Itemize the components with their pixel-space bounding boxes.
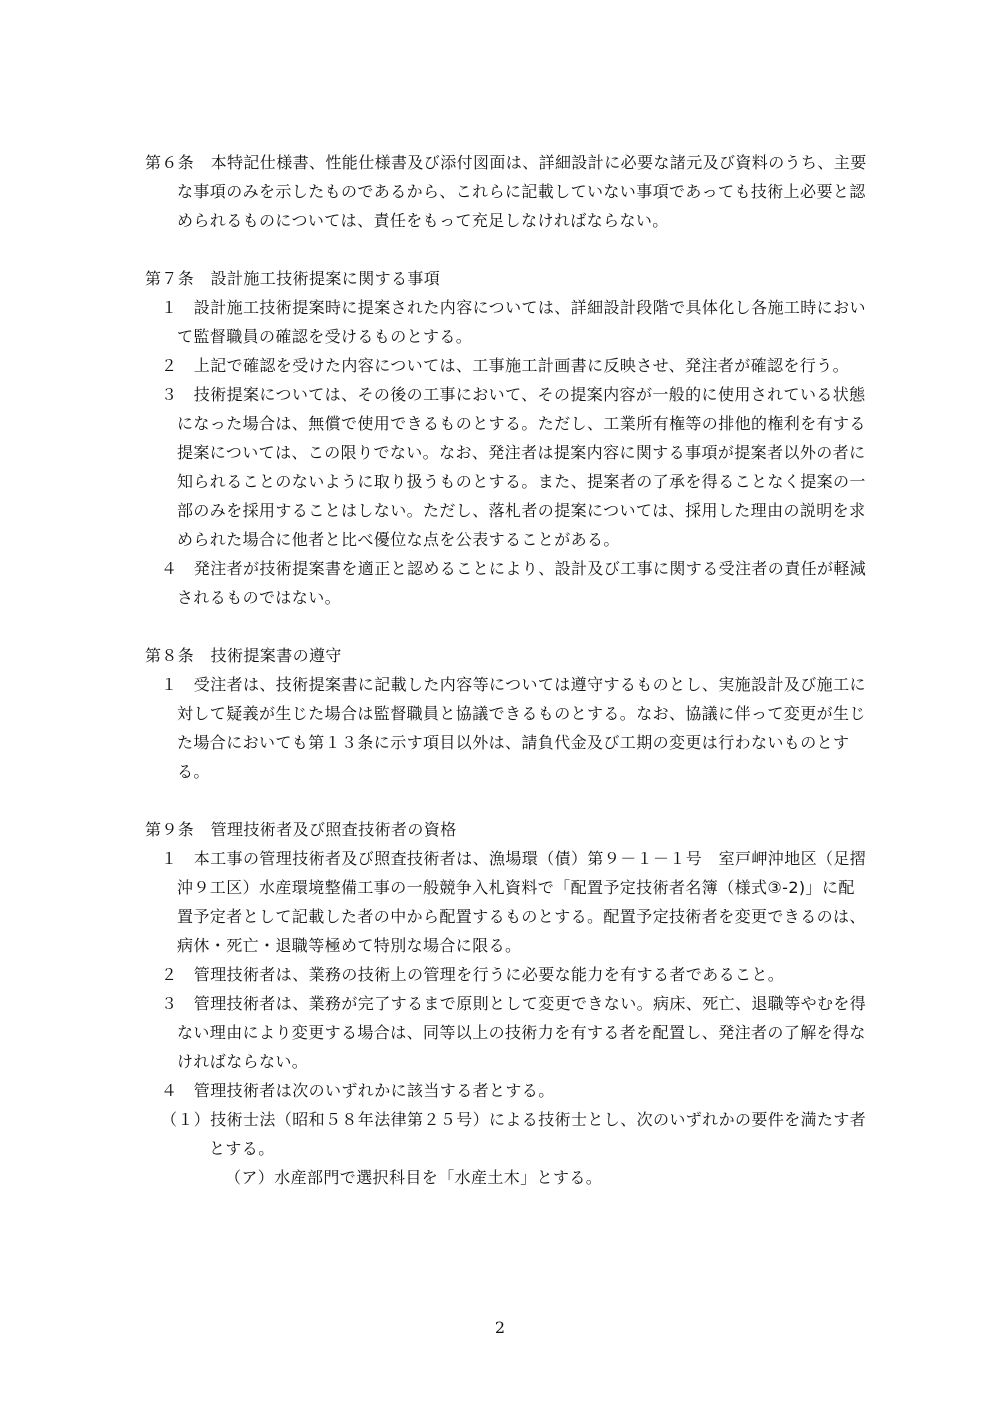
article-9-heading: 第９条 管理技術者及び照査技術者の資格 xyxy=(145,820,457,839)
article-9-item-1: １ 本工事の管理技術者及び照査技術者は、漁場環（債）第９－１－１号 室戸岬沖地区（足摺沖９工区）水産環境整備工事の一般競争入札資料で「配置予定技術者名簿（様式③-2)」に配置予定者として記載した者の中から配置するものとする。配置予定技術者を変更できるのは、病休・死亡・退職等極めて特別な場合に限る。 xyxy=(161,849,867,955)
article-6 xyxy=(145,148,870,235)
article-9-item-4: ４ 管理技術者は次のいずれかに該当する者とする。 xyxy=(161,1081,555,1100)
article-9 xyxy=(145,815,870,1192)
article-9-subsubitem-a: （ア）水産部門で選択科目を「水産土木」とする。 xyxy=(225,1168,603,1187)
article-9-item-3: ３ 管理技術者は、業務が完了するまで原則として変更できない。病床、死亡、退職等やむを得ない理由により変更する場合は、同等以上の技術力を有する者を配置し、発注者の了解を得なければならない。 xyxy=(161,994,867,1071)
article-7-item-1: １ 設計施工技術提案時に提案された内容については、詳細設計段階で具体化し各施工時において監督職員の確認を受けるものとする。 xyxy=(161,298,866,346)
article-7 xyxy=(145,264,870,612)
article-7-item-3: ３ 技術提案については、その後の工事において、その提案内容が一般的に使用されている状態になった場合は、無償で使用できるものとする。ただし、工業所有権等の排他的権利を有する提案については、この限りでない。なお、発注者は提案内容に関する事項が提案者以外の者に知られることのないように取り扱うものとする。また、提案者の了承を得ることなく提案の一部のみを採用することはしない。ただし、落札者の提案については、採用した理由の説明を求められた場合に他者と比べ優位な点を公表することがある。 xyxy=(161,385,866,549)
article-8-heading: 第８条 技術提案書の遵守 xyxy=(145,646,342,665)
document-body xyxy=(145,148,870,1192)
article-8-item-1: １ 受注者は、技術提案書に記載した内容等については遵守するものとし、実施設計及び施工に対して疑義が生じた場合は監督職員と協議できるものとする。なお、協議に伴って変更が生じた場合においても第１３条に示す項目以外は、請負代金及び工期の変更は行わないものとする。 xyxy=(161,675,866,781)
article-7-item-4: ４ 発注者が技術提案書を適正と認めることにより、設計及び工事に関する受注者の責任が軽減されるものではない。 xyxy=(161,559,867,607)
article-9-item-2: ２ 管理技術者は、業務の技術上の管理を行うに必要な能力を有する者であること。 xyxy=(161,965,785,984)
article-6-text: 第６条 本特記仕様書、性能仕様書及び添付図面は、詳細設計に必要な諸元及び資料のうち、主要な事項のみを示したものであるから、これらに記載していない事項であっても技術上必要と認められるものについては、責任をもって充足しなければならない。 xyxy=(145,153,867,230)
article-9-subitem-1: （１）技術士法（昭和５８年法律第２５号）による技術士とし、次のいずれかの要件を満たす者とする。 xyxy=(161,1110,867,1158)
article-7-heading: 第７条 設計施工技術提案に関する事項 xyxy=(145,269,441,288)
article-7-item-2: ２ 上記で確認を受けた内容については、工事施工計画書に反映させ、発注者が確認を行う。 xyxy=(161,356,850,375)
page-number: 2 xyxy=(494,1318,506,1337)
article-8 xyxy=(145,641,870,786)
